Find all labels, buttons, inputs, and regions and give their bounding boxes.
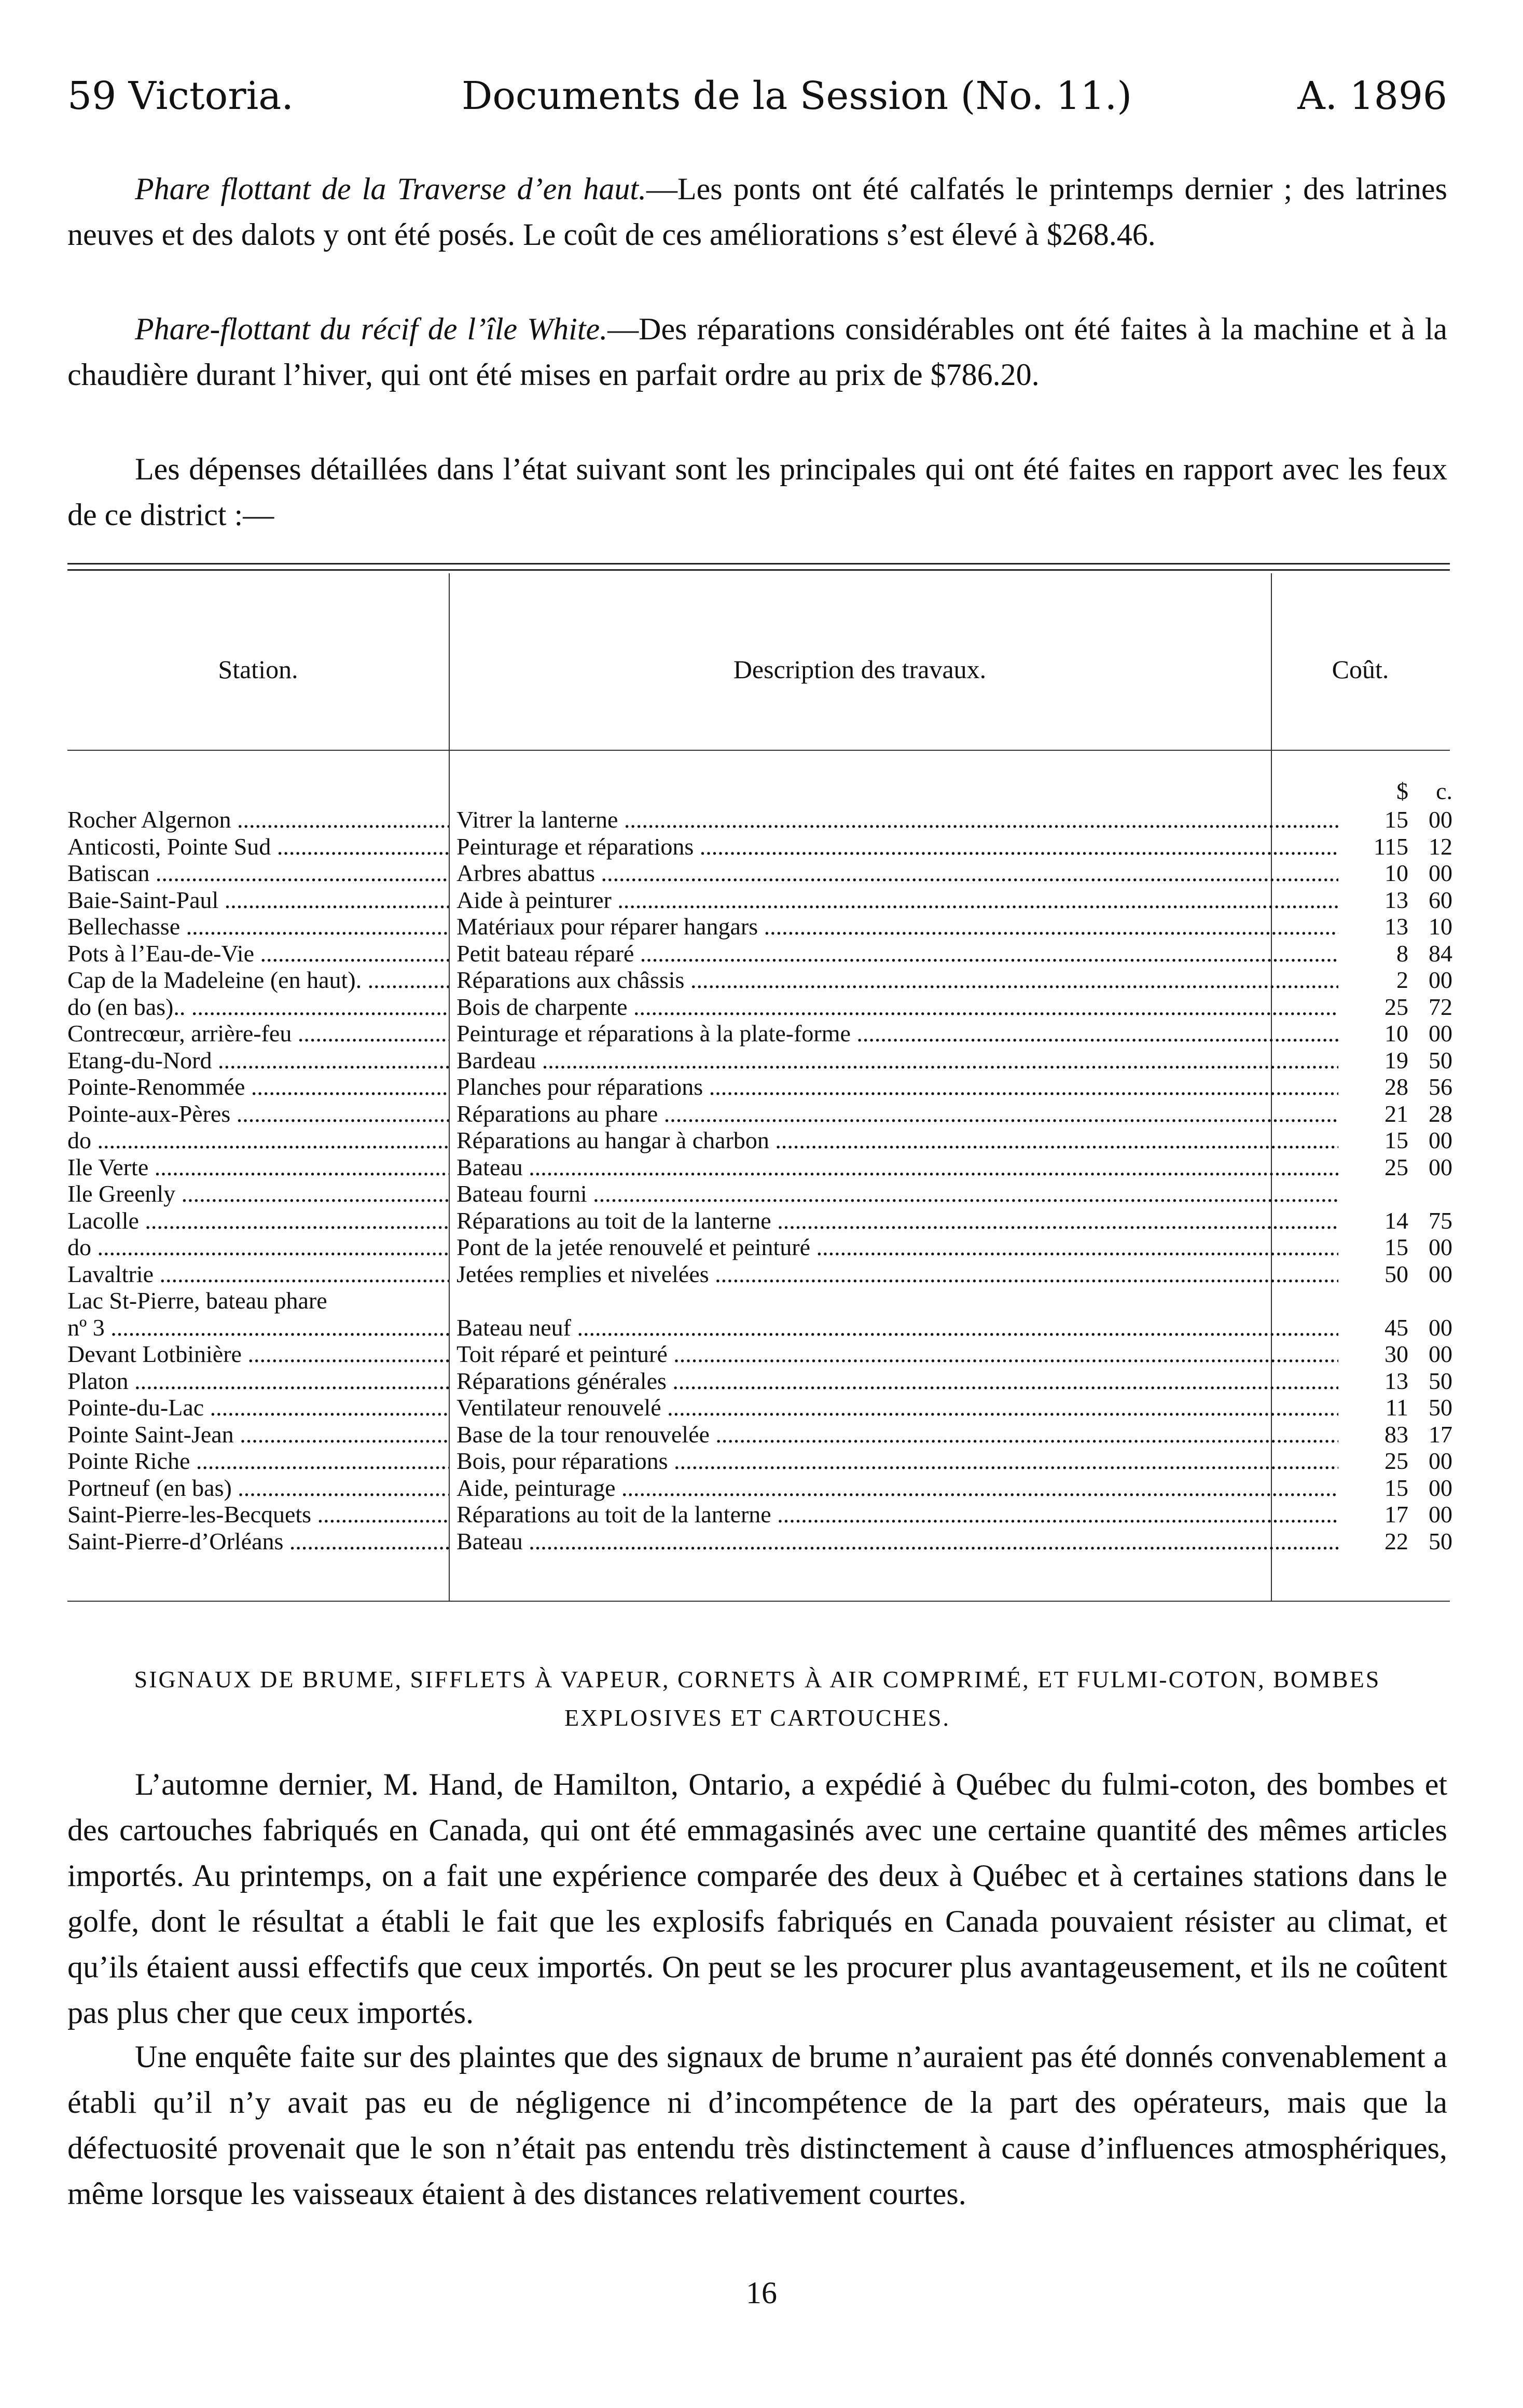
table-row xyxy=(67,1315,1450,1341)
description-cell: Aide à peinturer ..... xyxy=(456,887,1338,913)
paragraph-enquete: Une enquête faite sur des plaintes que des signaux de brume n’auraient pas été donnés convenablement a établi qu’il n’y avait pas eu de négligence ni d’incompétence de la part des opérateurs, mais que la défectuosité provenait que le son n’était pas entendu très distinctement à cause d’influences atmosphériques, même lorsque les vaisseaux étaient à des distances relativement courtes. xyxy=(67,2040,1447,2211)
description-cell: Peinturage et réparations à la plate-forme ..... xyxy=(456,1021,1338,1047)
station-cell: Etang-du-Nord ..... xyxy=(67,1048,449,1074)
section-title: SIGNAUX DE BRUME, SIFFLETS À VAPEUR, CORNETS À AIR COMPRIMÉ, ET FULMI-COTON, BOMBES EXPLOSIVES ET CARTOUCHES. xyxy=(134,1666,1381,1731)
station-cell: Batiscan ..... xyxy=(67,860,449,886)
running-header xyxy=(67,67,1447,125)
description-cell: Ventilateur renouvelé ..... xyxy=(456,1395,1338,1421)
station-cell: nº 3 ..... xyxy=(67,1315,449,1341)
description-cell: Base de la tour renouvelée ..... xyxy=(456,1422,1338,1448)
cost-dollars-cell: 8 xyxy=(1396,940,1408,967)
description-cell: Planches pour réparations ..... xyxy=(456,1074,1338,1100)
description-cell: Jetées remplies et nivelées ..... xyxy=(456,1261,1338,1287)
cost-cents-cell: 00 xyxy=(1429,860,1452,886)
paragraph-intro-table xyxy=(67,446,1447,538)
cost-dollars-cell: 10 xyxy=(1384,1020,1408,1047)
cost-cents-cell: 00 xyxy=(1429,1341,1452,1367)
table-row xyxy=(67,914,1450,940)
table-top-rule xyxy=(67,563,1450,565)
cost-cents-cell: 10 xyxy=(1429,913,1452,940)
cost-cents-cell: 00 xyxy=(1429,1314,1452,1341)
description-cell: Bateau fourni ..... xyxy=(456,1181,1338,1207)
description-cell: Réparations au toit de la lanterne ..... xyxy=(456,1208,1338,1234)
cost-dollars-cell: 45 xyxy=(1384,1314,1408,1341)
table-row xyxy=(67,1048,1450,1074)
cost-cents-cell: 50 xyxy=(1429,1367,1452,1394)
column-header-cost: Coût. xyxy=(1332,655,1389,684)
cost-cents-cell: 00 xyxy=(1429,1020,1452,1047)
table-row xyxy=(67,1127,1450,1153)
cost-cents-cell: 00 xyxy=(1429,1234,1452,1260)
paragraph-text: —Les ponts ont été calfatés le printemps dernier ; des latrines neuves et des dalots y ont été posés. Le coût de ces améliorations s’est élevé à $268.46. xyxy=(67,172,1447,252)
cost-dollars-cell: 30 xyxy=(1384,1341,1408,1367)
table-row xyxy=(67,1234,1450,1260)
cost-cents-cell: 50 xyxy=(1429,1528,1452,1554)
station-cell: Platon ..... xyxy=(67,1368,449,1394)
cost-cents-cell: 00 xyxy=(1429,1501,1452,1528)
table-row xyxy=(67,1448,1450,1474)
table-row xyxy=(67,860,1450,886)
column-header-station: Station. xyxy=(218,655,298,684)
cost-dollars-cell: 11 xyxy=(1385,1394,1408,1421)
cost-dollars-cell: 25 xyxy=(1384,1153,1408,1180)
table-row xyxy=(67,887,1450,913)
table-header-rule xyxy=(67,750,1450,751)
description-cell: Réparations au hangar à charbon ..... xyxy=(456,1127,1338,1153)
table-row xyxy=(67,994,1450,1020)
description-cell: Bardeau ..... xyxy=(456,1048,1338,1074)
station-cell: Cap de la Madeleine (en haut). ..... xyxy=(67,967,449,993)
cost-dollars-cell: 2 xyxy=(1396,967,1408,993)
cost-dollars-cell: 15 xyxy=(1384,806,1408,833)
cost-dollars-cell: 15 xyxy=(1384,1127,1408,1153)
station-cell: Lacolle ..... xyxy=(67,1208,449,1234)
table-row xyxy=(67,1181,1450,1207)
table-row xyxy=(67,1208,1450,1234)
table-bottom-rule xyxy=(67,1601,1450,1602)
table-row xyxy=(67,1475,1450,1501)
cost-cents-cell: 00 xyxy=(1429,1153,1452,1180)
table-row xyxy=(67,1368,1450,1394)
cost-cents-cell: 50 xyxy=(1429,1394,1452,1421)
table-row xyxy=(67,967,1450,993)
description-cell: Réparations au phare ..... xyxy=(456,1101,1338,1127)
description-cell: Matériaux pour réparer hangars ..... xyxy=(456,914,1338,940)
station-cell: Pointe-du-Lac ..... xyxy=(67,1395,449,1421)
description-cell: Petit bateau réparé ..... xyxy=(456,941,1338,967)
cost-dollars-cell: 13 xyxy=(1384,886,1408,913)
unit-cents: c. xyxy=(1436,778,1452,804)
cost-dollars-cell: 15 xyxy=(1384,1474,1408,1501)
table-row xyxy=(67,1395,1450,1421)
table-row xyxy=(67,1261,1450,1287)
table-row xyxy=(67,1021,1450,1047)
table-row xyxy=(67,807,1450,833)
station-cell: Contrecœur, arrière-feu ..... xyxy=(67,1021,449,1047)
cost-cents-cell: 56 xyxy=(1429,1074,1452,1100)
cost-cents-cell: 75 xyxy=(1429,1207,1452,1234)
table-top-rule-double xyxy=(67,569,1450,571)
description-cell: Peinturage et réparations ..... xyxy=(456,834,1338,860)
description-cell: Bois de charpente ..... xyxy=(456,994,1338,1020)
description-cell: Vitrer la lanterne ..... xyxy=(456,807,1338,833)
cost-cents-cell: 50 xyxy=(1429,1047,1452,1074)
station-cell: Baie-Saint-Paul ..... xyxy=(67,887,449,913)
table-row xyxy=(67,834,1450,860)
station-cell: Anticosti, Pointe Sud ..... xyxy=(67,834,449,860)
description-cell: Réparations générales ..... xyxy=(456,1368,1338,1394)
paragraph-traverse xyxy=(67,166,1447,257)
station-cell: Saint-Pierre-d’Orléans ..... xyxy=(67,1529,449,1554)
station-cell: Bellechasse ..... xyxy=(67,914,449,940)
cost-dollars-cell: 25 xyxy=(1384,993,1408,1020)
description-cell: Toit réparé et peinturé ..... xyxy=(456,1341,1338,1367)
paragraph-lead: Phare-flottant du récif de l’île White. xyxy=(135,312,608,346)
cost-cents-cell: 60 xyxy=(1429,886,1452,913)
column-header-description: Description des travaux. xyxy=(733,655,987,684)
paragraph-fulmi-coton: L’automne dernier, M. Hand, de Hamilton, Ontario, a expédié à Québec du fulmi-coton, des bombes et des cartouches fabriqués en Canada, qui ont été emmagasinés avec une certaine quantité des mêmes articles importés. Au printemps, on a fait une expérience comparée des deux à Québec et à certaines stations dans le golfe, dont le résultat a établi le fait que les explosifs fabriqués en Canada pouvaient résister au climat, et qu’ils étaient aussi effectifs que ceux importés. On peut se les procurer plus avantageusement, et ils ne coûtent pas plus cher que ceux importés. xyxy=(67,1767,1447,2030)
cost-dollars-cell: 28 xyxy=(1384,1074,1408,1100)
cost-cents-cell: 00 xyxy=(1429,967,1452,993)
cost-dollars-cell: 19 xyxy=(1384,1047,1408,1074)
station-cell: Ile Greenly ..... xyxy=(67,1181,449,1207)
description-cell: Réparations aux châssis ..... xyxy=(456,967,1338,993)
table-row xyxy=(67,1101,1450,1127)
cost-dollars-cell: 13 xyxy=(1384,1367,1408,1394)
cost-cents-cell: 00 xyxy=(1429,1127,1452,1153)
cost-dollars-cell: 83 xyxy=(1384,1421,1408,1448)
station-cell: Pointe Saint-Jean ..... xyxy=(67,1422,449,1448)
paragraph-text: Les dépenses détaillées dans l’état suivant sont les principales qui ont été faites en rapport avec les feux de ce district :— xyxy=(67,452,1447,532)
table-row xyxy=(67,1074,1450,1100)
cost-dollars-cell: 22 xyxy=(1384,1528,1408,1554)
cost-cents-cell: 00 xyxy=(1429,806,1452,833)
paragraph-ile-white xyxy=(67,306,1447,397)
cost-cents-cell: 17 xyxy=(1429,1421,1452,1448)
station-cell: Pointe-Renommée ..... xyxy=(67,1074,449,1100)
cost-dollars-cell: 10 xyxy=(1384,860,1408,886)
header-year: A. 1896 xyxy=(1297,74,1447,118)
description-cell: Bateau ..... xyxy=(456,1529,1338,1554)
station-cell: do (en bas).. ..... xyxy=(67,994,449,1020)
station-cell: Lac St-Pierre, bateau phare xyxy=(67,1288,327,1314)
cost-dollars-cell: 115 xyxy=(1373,833,1408,860)
table-row xyxy=(67,1502,1450,1528)
station-cell: Pointe-aux-Pères ..... xyxy=(67,1101,449,1127)
description-cell: Pont de la jetée renouvelé et peinturé ..... xyxy=(456,1234,1338,1260)
table-row xyxy=(67,1422,1450,1448)
header-series-title: Documents de la Session (No. 11.) xyxy=(462,74,1132,118)
cost-dollars-cell: 25 xyxy=(1384,1448,1408,1474)
cost-dollars-cell: 14 xyxy=(1384,1207,1408,1234)
station-cell: Saint-Pierre-les-Becquets ..... xyxy=(67,1502,449,1528)
table-row xyxy=(67,1341,1450,1367)
station-cell: Rocher Algernon ..... xyxy=(67,807,449,833)
description-cell: Arbres abattus ..... xyxy=(456,860,1338,886)
paragraph-text: —Des réparations considérables ont été faites à la machine et à la chaudière durant l’hiver, qui ont été mises en parfait ordre au prix de $786.20. xyxy=(67,312,1448,392)
station-cell: Devant Lotbinière ..... xyxy=(67,1341,449,1367)
cost-cents-cell: 00 xyxy=(1429,1448,1452,1474)
header-regnal-year: 59 Victoria. xyxy=(67,74,294,118)
unit-dollars: $ xyxy=(1396,778,1408,804)
description-cell: Réparations au toit de la lanterne ..... xyxy=(456,1502,1338,1528)
cost-cents-cell: 00 xyxy=(1429,1474,1452,1501)
cost-dollars-cell: 13 xyxy=(1384,913,1408,940)
cost-dollars-cell: 15 xyxy=(1384,1234,1408,1260)
station-cell: do ..... xyxy=(67,1127,449,1153)
station-cell: Portneuf (en bas) ..... xyxy=(67,1475,449,1501)
station-cell: Lavaltrie ..... xyxy=(67,1261,449,1287)
description-cell: Aide, peinturage ..... xyxy=(456,1475,1338,1501)
cost-cents-cell: 00 xyxy=(1429,1260,1452,1287)
cost-dollars-cell: 21 xyxy=(1384,1100,1408,1127)
table-row xyxy=(67,1154,1450,1180)
page-number: 16 xyxy=(746,2276,777,2310)
table-row xyxy=(67,1529,1450,1554)
cost-cents-cell: 84 xyxy=(1429,940,1452,967)
cost-dollars-cell: 17 xyxy=(1384,1501,1408,1528)
cost-cents-cell: 28 xyxy=(1429,1100,1452,1127)
cost-units-row xyxy=(67,778,1450,804)
cost-cents-cell: 12 xyxy=(1429,833,1452,860)
description-cell: Bateau neuf ..... xyxy=(456,1315,1338,1341)
station-cell: do ..... xyxy=(67,1234,449,1260)
station-cell: Pots à l’Eau-de-Vie ..... xyxy=(67,941,449,967)
cost-dollars-cell: 50 xyxy=(1384,1260,1408,1287)
station-cell: Ile Verte ..... xyxy=(67,1154,449,1180)
cost-cents-cell: 72 xyxy=(1429,993,1452,1020)
table-row xyxy=(67,941,1450,967)
description-cell: Bateau ..... xyxy=(456,1154,1338,1180)
paragraph-lead: Phare flottant de la Traverse d’en haut. xyxy=(135,172,647,206)
station-cell: Pointe Riche ..... xyxy=(67,1448,449,1474)
table-row xyxy=(67,1288,1450,1314)
description-cell: Bois, pour réparations ..... xyxy=(456,1448,1338,1474)
